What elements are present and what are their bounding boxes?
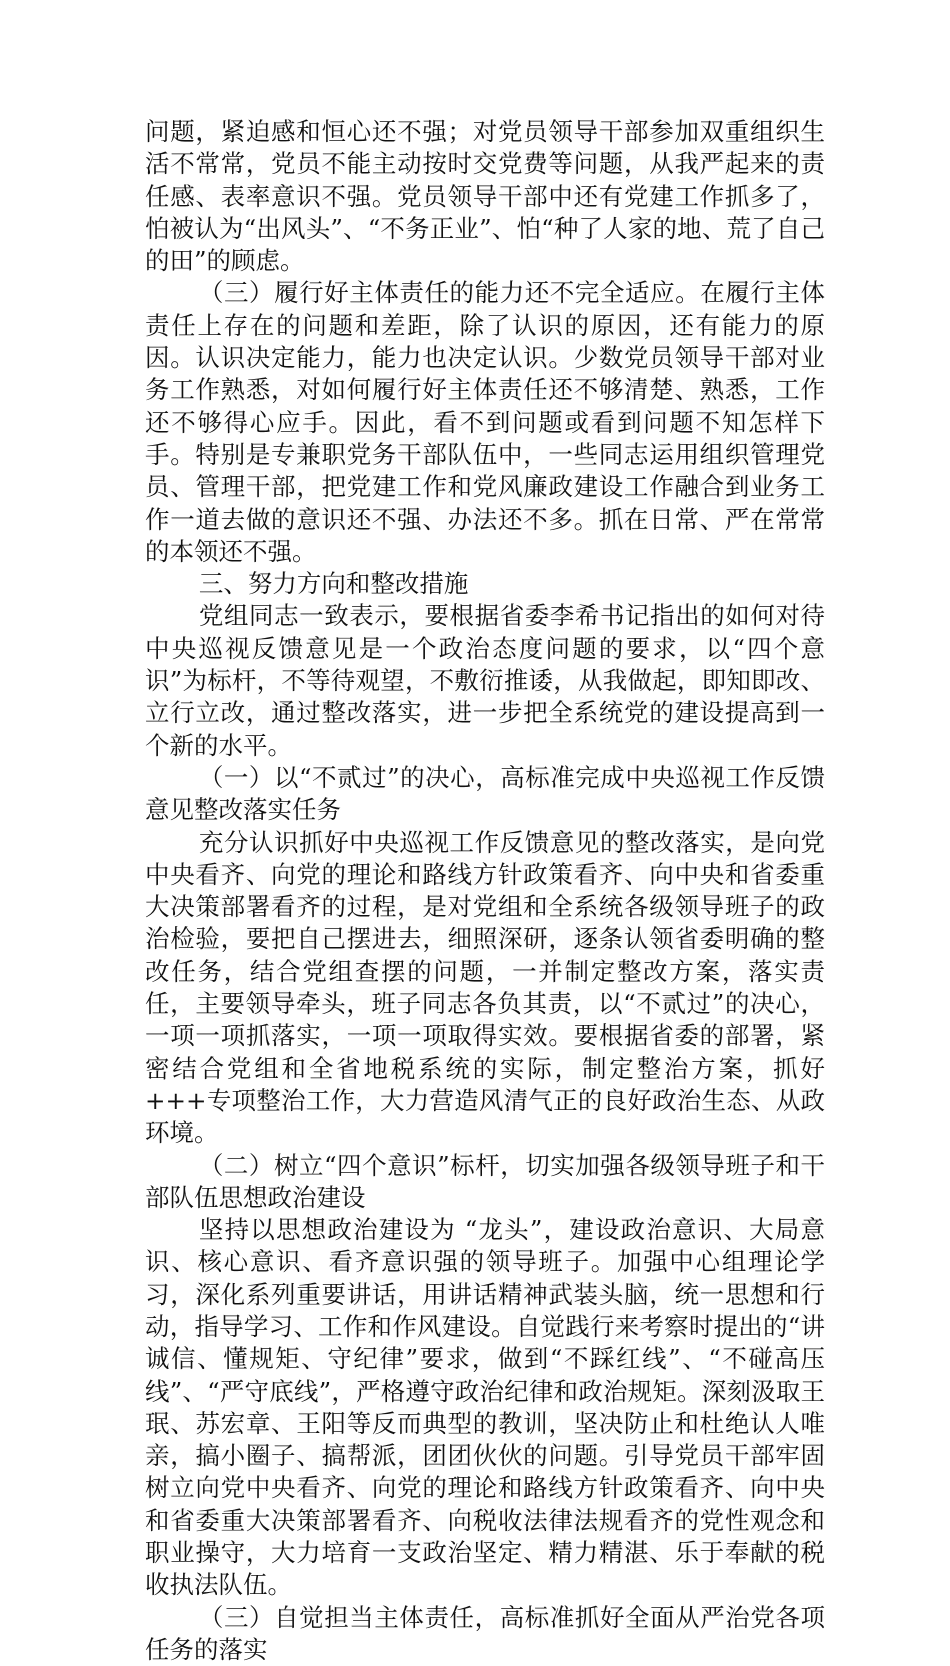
- paragraph-political-building: 坚持以思想政治建设为 “龙头”，建设政治意识、大局意识、核心意识、看齐意识强的领导班子。加强中心组理论学习，深化系列重要讲话，用讲话精神武装头脑，统一思想和行动，指导学习、工作和作风建设。自觉践行来考察时提出的“讲诚信、懂规矩、守纪律”要求，做到“不踩红线”、“不碰高压线”、“严守底线”，严格遵守政治纪律和政治规矩。深刻汲取王珉、苏宏章、王阳等反而典型的教训，坚决防止和杜绝认人唯亲，搞小圈子、搞帮派，团团伙伙的问题。引导党员干部牢固树立向党中央看齐、向党的理论和路线方针政策看齐、向中央和省委重大决策部署看齐、向税收法律法规看齐的党性观念和职业操守，大力培育一支政治坚定、精力精湛、乐于奉献的税收执法队伍。: [145, 1215, 825, 1600]
- paragraph-rectification: 充分认识抓好中央巡视工作反馈意见的整改落实，是向党中央看齐、向党的理论和路线方针政策看齐、向中央和省委重大决策部署看齐的过程，是对党组和全系统各级领导班子的政治检验，要把自己摆进去，细照深研，逐条认领省委明确的整改任务，结合党组查摆的问题，一并制定整改方案，落实责任，主要领导牵头，班子同志各负其责，以“不贰过”的决心，一项一项抓落实，一项一项取得实效。要根据省委的部署，紧密结合党组和全省地税系统的实际，制定整治方案，抓好+++专项整治工作，大力营造风清气正的良好政治生态、从政环境。: [145, 827, 825, 1148]
- subheading-three: （三）自觉担当主体责任，高标准抓好全面从严治党各项任务的落实: [145, 1602, 825, 1664]
- section-heading-direction: 三、努力方向和整改措施: [198, 569, 469, 599]
- document-page: [145, 116, 825, 1666]
- subheading-one: （一）以“不贰过”的决心，高标准完成中央巡视工作反馈意见整改落实任务: [145, 762, 825, 825]
- paragraph-continuation: 问题，紧迫感和恒心还不强；对党员领导干部参加双重组织生活不常常，党员不能主动按时交党费等问题，从我严起来的责任感、表率意识不强。党员领导干部中还有党建工作抓多了，怕被认为“出风头”、“不务正业”、怕“种了人家的地、荒了自己的田”的顾虑。: [145, 117, 825, 276]
- subheading-two: （二）树立“四个意识”标杆，切实加强各级领导班子和干部队伍思想政治建设: [145, 1150, 825, 1212]
- paragraph-party-group-statement: 党组同志一致表示，要根据省委李希书记指出的如何对待中央巡视反馈意见是一个政治态度问题的要求，以“四个意识”为标杆，不等待观望，不敷衍推诿，从我做起，即知即改、立行立改，通过整改落实，进一步把全系统党的建设提高到一个新的水平。: [145, 601, 825, 760]
- paragraph-capability-issue: （三）履行好主体责任的能力还不完全适应。在履行主体责任上存在的问题和差距，除了认识的原因，还有能力的原因。认识决定能力，能力也决定认识。少数党员领导干部对业务工作熟悉，对如何履行好主体责任还不够清楚、熟悉，工作还不够得心应手。因此，看不到问题或看到问题不知怎样下手。特别是专兼职党务干部队伍中，一些同志运用组织管理党员、管理干部，把党建工作和党风廉政建设工作融合到业务工作一道去做的意识还不强、办法还不多。抓在日常、严在常常的本领还不强。: [145, 278, 825, 566]
